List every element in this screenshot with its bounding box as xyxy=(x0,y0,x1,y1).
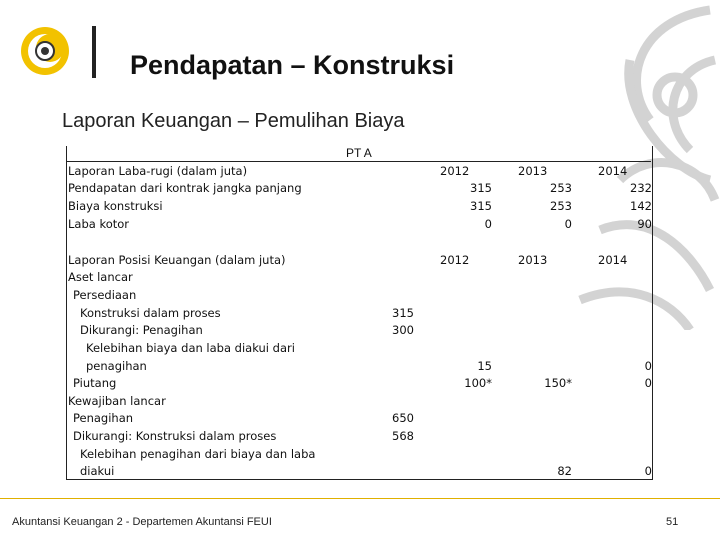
footer-course: Akuntansi Keuangan 2 - Departemen Akuntansi FEUI xyxy=(12,516,272,528)
university-logo-icon xyxy=(16,22,74,80)
table-header-divider xyxy=(66,161,651,162)
gross-profit-label: Laba kotor xyxy=(68,217,130,231)
receivables-2012: 100* xyxy=(464,376,492,390)
excess-costs-label-line2: penagihan xyxy=(86,359,147,373)
revenue-2014: 232 xyxy=(630,181,652,195)
gross-profit-2012: 0 xyxy=(484,217,492,231)
billings-value: 650 xyxy=(392,411,414,425)
less-billings-label: Dikurangi: Penagihan xyxy=(80,323,203,337)
year-2013: 2013 xyxy=(518,164,548,178)
billings-label: Penagihan xyxy=(73,411,134,425)
construction-in-progress-value: 315 xyxy=(392,306,414,320)
receivables-2013: 150* xyxy=(544,376,572,390)
receivables-2014: 0 xyxy=(644,376,652,390)
current-liabilities-label: Kewajiban lancar xyxy=(68,394,166,408)
less-construction-label: Dikurangi: Konstruksi dalam proses xyxy=(73,429,277,443)
gross-profit-2013: 0 xyxy=(564,217,572,231)
less-construction-value: 568 xyxy=(392,429,414,443)
excess-costs-2012: 15 xyxy=(477,359,492,373)
less-billings-value: 300 xyxy=(392,323,414,337)
current-assets-label: Aset lancar xyxy=(68,270,133,284)
excess-costs-label-line1: Kelebihan biaya dan laba diakui dari xyxy=(86,341,295,355)
construction-in-progress-label: Konstruksi dalam proses xyxy=(80,306,221,320)
cost-2014: 142 xyxy=(630,199,652,213)
receivables-label: Piutang xyxy=(73,376,117,390)
cost-2013: 253 xyxy=(550,199,572,213)
footer-divider xyxy=(0,498,720,499)
gross-profit-2014: 90 xyxy=(637,217,652,231)
bs-year-2013: 2013 xyxy=(518,253,548,267)
excess-billings-label-line2: diakui xyxy=(80,464,115,478)
bs-year-2014: 2014 xyxy=(598,253,628,267)
cost-2012: 315 xyxy=(470,199,492,213)
bs-year-2012: 2012 xyxy=(440,253,470,267)
page-title: Pendapatan – Konstruksi xyxy=(130,50,455,80)
income-statement-heading: Laporan Laba-rugi (dalam juta) xyxy=(68,164,248,178)
year-2014: 2014 xyxy=(598,164,628,178)
company-name: PT A xyxy=(346,146,372,160)
cost-label: Biaya konstruksi xyxy=(68,199,163,213)
title-divider xyxy=(92,26,96,78)
year-2012: 2012 xyxy=(440,164,470,178)
revenue-2012: 315 xyxy=(470,181,492,195)
revenue-label: Pendapatan dari kontrak jangka panjang xyxy=(68,181,302,195)
page-number: 51 xyxy=(666,516,679,528)
excess-costs-2014: 0 xyxy=(644,359,652,373)
excess-billings-2014: 0 xyxy=(644,464,652,478)
revenue-2013: 253 xyxy=(550,181,572,195)
page-subtitle: Laporan Keuangan – Pemulihan Biaya xyxy=(62,110,405,132)
excess-billings-label-line1: Kelebihan penagihan dari biaya dan laba xyxy=(80,447,316,461)
balance-sheet-heading: Laporan Posisi Keuangan (dalam juta) xyxy=(68,253,286,267)
inventory-label: Persediaan xyxy=(73,288,137,302)
excess-billings-2013: 82 xyxy=(557,464,572,478)
